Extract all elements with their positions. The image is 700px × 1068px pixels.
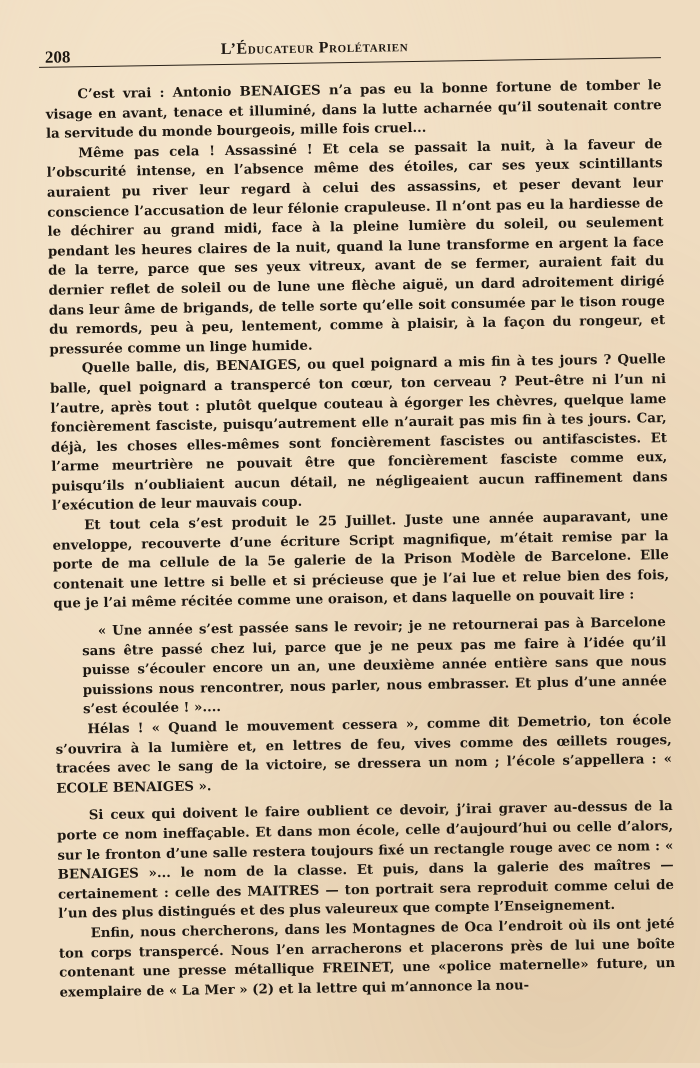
- paragraph: Si ceux qui doivent le faire oublient ce devoir, j’irai graver au-dessus de la porte ce nom ineffaçable. Et dans mon école, celle d’aujourd’hui ou celle d’alors, sur le fronton d’une salle restera toujours fixé un rectangle rouge avec ce nom : « BENAIGES »... le nom de la classe. Et puis, dans la galerie des maîtres — certainement : celle des MAITRES — ton portrait sera reproduit comme celui de l’un des plus distingués et des plus valeureux que compte l’Enseignement.: [56, 799, 675, 923]
- paragraph: Quelle balle, dis, BENAIGES, ou quel poignard a mis fin à tes jours ? Quelle balle, quel poignard a transpercé ton cœur, ton cerveau ? Peut-être ni l’un ni l’autre, après tout : plutôt quelque couteau à égorger les chèvres, quelque lame foncièrement fasciste, puisqu’autrement elle n’aurait pas mis fin à tes jours. Car, déjà, les choses elles-mêmes sont foncièrement fascistes ou antifascistes. Et l’arme meurtrière ne pouvait être que foncièrement fasciste comme eux, puisqu’ils n’oubliaient aucun détail, ne négligeaient aucun raffinement dans l’exécution de leur mauvais coup.: [49, 352, 668, 515]
- paragraph: Même pas cela ! Assassiné ! Et cela se passait la nuit, à la faveur de l’obscurité intense, en l’absence même des étoiles, car ses yeux scintillants auraient pu river leur regard à celui des assassins, et peser devant leur conscience l’accusation de leur félonie crapuleuse. Il n’ont pas eu la hardiesse de le déchirer au grand midi, face à la pleine lumière du soleil, ou seulement pendant les heures claires de la nuit, quand la lune transforme en argent la face de la terre, parce que ses yeux vitreux, avant de se fermer, auraient fait du dernier reflet de soleil ou de lune une flèche aiguë, un dard adroitement dirigé dans leur âme de brigands, de telle sorte qu’elle soit consumée par le tison rouge du remords, peu à peu, lentement, comme à plaisir, à la façon du rongeur, et pressurée comme un linge humide.: [46, 136, 666, 358]
- running-title: L’Éducateur Prolétarien: [220, 38, 409, 59]
- page-number: 208: [44, 47, 71, 67]
- paragraph: Et tout cela s’est produit le 25 Juillet. Juste une année auparavant, une enveloppe, recouverte d’une écriture Script magnifique, m’était remise par la porte de ma cellule de la 5e galerie de la Prison Modèle de Barcelone. Elle contenait une lettre si belle et si précieuse que je l’ai lue et relue bien des fois, que je l’ai même récitée comme une oraison, et dans laquelle on pouvait lire :: [52, 509, 670, 613]
- quoted-letter: « Une année s’est passée sans le revoir; je ne retournerai pas à Barcelone sans être passé chez lui, parce que je ne peux pas me faire à l’idée qu’il puisse s’écouler encore un an, une deuxième année entière sans que nous puissions nous rencontrer, nous parler, nous embrasser. Et plus d’une année s’est écoulée ! »....: [82, 615, 667, 718]
- paragraph: C’est vrai : Antonio BENAIGES n’a pas eu la bonne fortune de tomber le visage en avant, tenace et illuminé, dans la lutte acharnée qu’il soutenait contre la servitude du monde bourgeois, mille fois cruel...: [45, 78, 662, 142]
- article-body: [39, 76, 675, 1003]
- paragraph: Enfin, nous chercherons, dans les Montagnes de Oca l’endroit où ils ont jeté ton corps transpercé. Nous l’en arracherons et placerons près de lui une boîte contenant une presse métallique FREINET, une «police maternelle» future, un exemplaire de « La Mer » (2) et la lettre qui m’annonce la nou-: [58, 916, 676, 1001]
- page-header: [39, 29, 661, 68]
- paragraph: Hélas ! « Quand le mouvement cessera », comme dit Demetrio, ton école s’ouvrira à la lumière et, en lettres de feu, vives comme des œillets rouges, tracées avec le sang de la victoire, se dressera un nom ; l’école s’appellera : « ECOLE BENAIGES ».: [55, 713, 673, 797]
